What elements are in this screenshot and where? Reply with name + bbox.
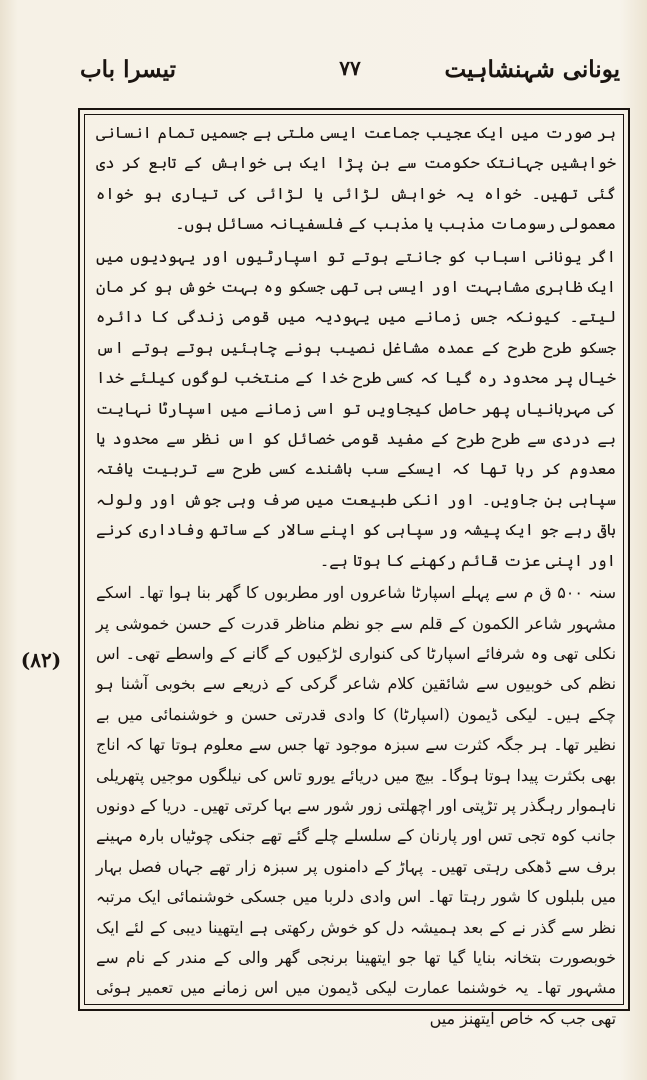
page-number: ۷۷ — [339, 56, 361, 80]
chapter-title: تیسرا باب — [80, 56, 177, 83]
paragraph: سنہ ۵۰۰ ق م سے پہلے اسپارٹا شاعروں اور مطربوں کا گھر بنا ہوا تھا۔ اسکے مشہور شاعر الکمون کے قلم سے جو نظم مناظر قدرت کے حسن خموشی پر نکلی تھی وہ شرفائے اسپارٹا کی کنواری لڑکیوں کے گانے کے واسطے تھی۔ اس نظم کی خوبیوں سے شائقین کلام شاعر گرکی کے ذریعے سے بخوبی آشنا ہو چکے ہیں۔ لیکی ڈیمون (اسپارٹا) کا وادی قدرتی حسن و خوشنمائی میں بے نظیر تھا۔ ہر جگہ کثرت سے سبزہ موجود تھا جس سے معلوم ہوتا تھا کہ اناج بھی بکثرت پیدا ہوتا ہوگا۔ بیچ میں دریائے یورو تاس کی نیلگوں موجیں پتھریلی ناہموار رہگذر پر تڑپتی اور اچھلتی زور شور سے بہا کرتی تھیں۔ دریا کے دونوں جانب کوہ تجی تس اور پارنان کے سلسلے چلے گئے تھے جنکی چوٹیاں بارہ مہینے برف سے ڈھکی رہتی تھیں۔ پہاڑ کے دامنوں پر سبزہ زار تھے جہاں فصل بہار میں بلبلوں کا شور رہتا تھا۔ اس وادی دلربا میں جسکی خوشنمائی ایک مرتبہ نظر سے گذر نے کے بعد ہمیشہ دل کو خوش رکھتی ہے ایتھینا دیبی کے لئے ایک خوبصورت بتخانہ بنایا گیا تھا جو ایتھینا برنجی گھر والی کے مندر کے نام سے مشہور تھا۔ یہ خوشنما عمارت لیکی ڈیمون میں اس زمانے میں تعمیر ہوئی تھی جب کہ خاص ایتھنز میں — [96, 583, 616, 1028]
page-header — [80, 56, 620, 96]
paragraph: اگر یونانی اسباب کو جانتے ہوتے تو اسپارٹیوں اور یہودیوں میں ایک ظاہری مشابہت اور ایسی ہی تھی جسکو وہ بہت خوش ہو کر مان لیتے۔ کیونکہ جس زمانے میں یہودیہ میں قومی زندگی کا دائرہ جسکو طرح طرح کے عمدہ مشاغل نصیب ہونے چاہئیں ہوتے ہوتے اس خیال پر محدود رہ گیا کہ کسی طرح خدا کے منتخب لوگوں کیلئے خدا کی مہربانیاں پھر حاصل کیجاویں تو اسی زمانے میں اسپارٹا نہایت بے دردی سے طرح طرح کے مفید قومی خصائل کو اس نظر سے محدود یا معدوم کر رہا تھا کہ ایسکے سب باشندے کسی طرح سے تربیت یافتہ سپاہی بن جاویں۔ اور انکی طبیعت میں صرف وہی جوش اور ولولہ باقی رہے جو ایک پیشہ ور سپاہی کو اپنے سالار کے ساتھ وفاداری کرنے اور اپنی عزت قائم رکھنے کا ہوتا ہے۔ — [96, 246, 616, 570]
margin-note: (۸۲) — [20, 648, 62, 672]
book-title: یونانی شہنشاہیت — [444, 56, 620, 83]
body-text — [96, 118, 616, 1028]
paragraph: ہر صورت میں ایک عجیب جماعت ایسی ملتی ہے جسمیں تمام انسانی خواہشیں جہانتک حکومت سے بن پڑا ایک ہی خواہش کے تابع کر دی گئی تھیں۔ خواہ یہ خواہش لڑائی یا لڑائی کی تیاری ہو خواہ معمولی رسومات مذہب یا مذہب کے فلسفیانہ مسائل ہوں۔ — [96, 123, 616, 234]
